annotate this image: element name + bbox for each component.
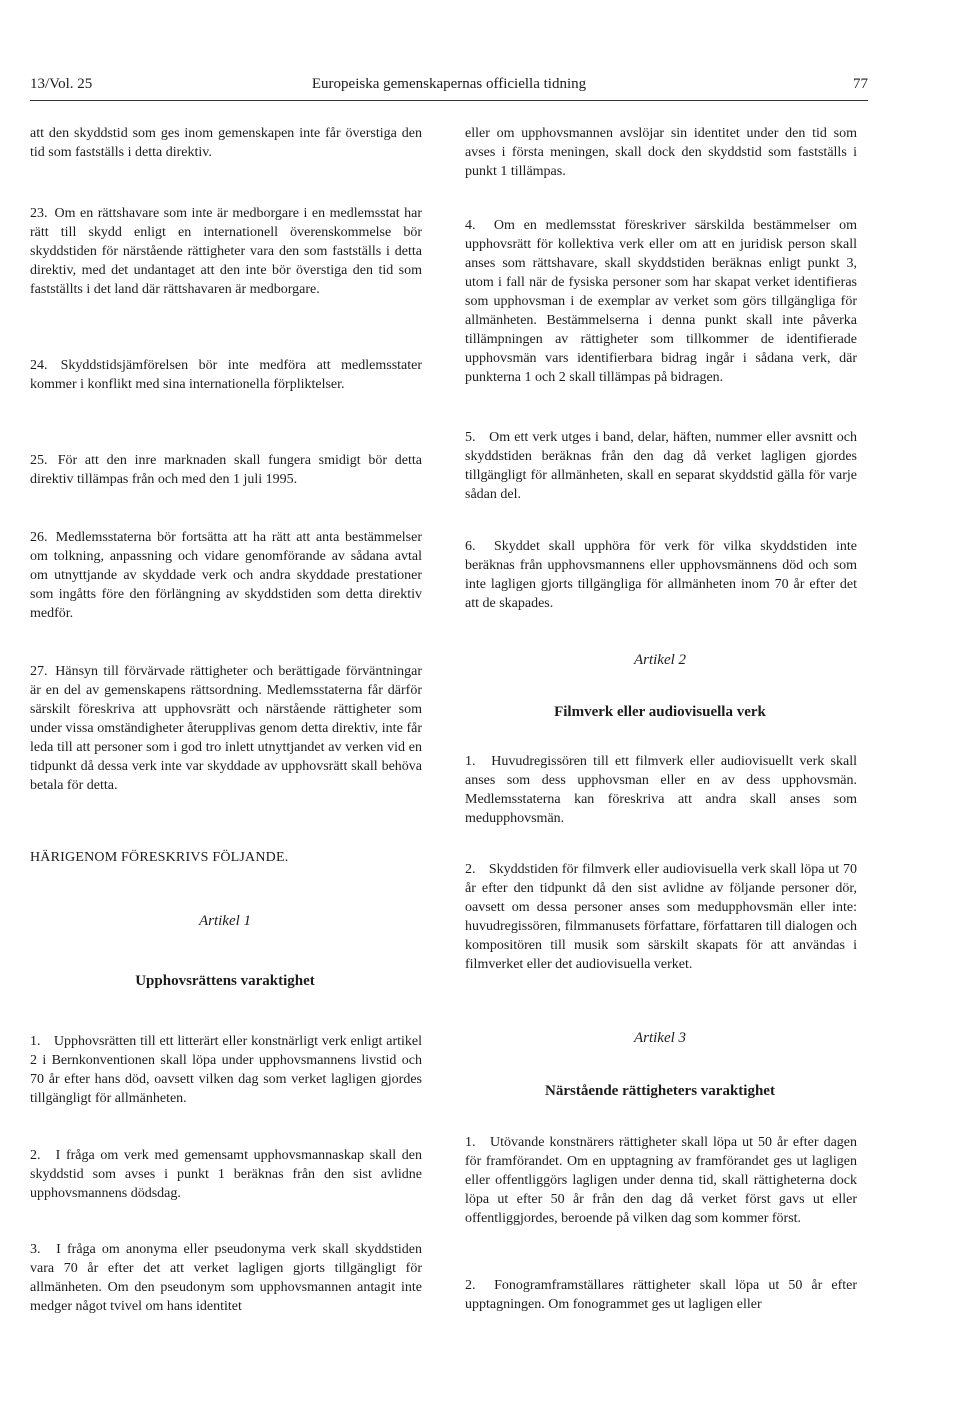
recital-text: För att den inre marknaden skall fungera smidigt bör detta direktiv tillämpas från och med den 1 juli 1995. bbox=[30, 453, 422, 487]
article-1-paragraph-3-continuation: eller om upphovsmannen avslöjar sin identitet under den tid som avses i första meningen, skall dock den skyddstid som fastställs i punkt 1 tillämpas. bbox=[465, 126, 857, 179]
paragraph-text: Utövande konstnärers rättigheter skall löpa ut 50 år efter dagen för framförandet. Om en upptagning av framförandet ges ut lagligen eller offentliggörs lagligen under denna tid, skall rättigheterna dock löpa ut efter 50 år från den dag då verket först gavs ut eller offentliggjordes, beroende på vilken dag som kommer först. bbox=[465, 1135, 857, 1226]
recital-continuation: att den skyddstid som ges inom gemenskapen inte får överstiga den tid som fastställs i detta direktiv. bbox=[30, 126, 422, 160]
paragraph-text: Upphovsrätten till ett litterärt eller konstnärligt verk enligt artikel 2 i Bernkonventionen skall löpa under upphovsmannens livstid och 70 år efter hans död, oavsett vilken dag som verket lagligen gjordes tillgängligt för allmänheten. bbox=[30, 1034, 423, 1106]
recital-number: 23. bbox=[30, 206, 48, 221]
recital-number: 27. bbox=[30, 664, 48, 679]
paragraph-number: 1. bbox=[465, 1135, 476, 1150]
recital-text: Medlemsstaterna bör fortsätta att ha rätt att anta bestämmelser om tolkning, anpassning och vidare genomförande av sådana avtal om utnyttjande av skyddade verk och andra skyddade prestationer som ingåtts före den förlängning av skyddstiden som detta direktiv medför. bbox=[30, 530, 423, 621]
recital-23 bbox=[30, 204, 422, 299]
recital-text: Hänsyn till förvärvade rättigheter och berättigade förväntningar är en del av gemenskapens rättsordning. Medlemsstaterna får därför särskilt föreskriva att upphovsrätt och närstående rättigheter som under vissa omständigheter återupplivas genom detta direktiv, inte får leda till att personer som i god tro inlett utnyttjandet av verken vid en tidpunkt då dessa verk inte var skyddade av upphovsrätt skall behöva betala för detta. bbox=[30, 664, 423, 793]
paragraph-number: 3. bbox=[30, 1242, 41, 1257]
article-1-subtitle: Upphovsrättens varaktighet bbox=[135, 973, 315, 989]
paragraph-number: 2. bbox=[465, 862, 476, 877]
article-3-subtitle: Närstående rättigheters varaktighet bbox=[545, 1083, 775, 1099]
recital-number: 24. bbox=[30, 358, 48, 373]
paragraph-text: Om en medlemsstat föreskriver särskilda bestämmelser om upphovsrätt för kollektiva verk eller om att en juridisk person skall anses som rättshavare, skall skyddstiden beräknas enligt punkt 3, utom i fall när de fysiska personer som har skapat verket identifieras som upphovsman i de exemplar av verket som görs tillgängliga för allmänheten. Bestämmelserna i denna punkt skall inte påverka tillämpningen av rättigheter som tillkommer de identifierade upphovsmän vars identifierbara bidrag ingår i sådana verk, där punkterna 1 och 2 skall tillämpas på bidragen. bbox=[465, 218, 857, 385]
paragraph-number: 2. bbox=[465, 1278, 476, 1293]
paragraph-number: 4. bbox=[465, 218, 476, 233]
article-3-title: Artikel 3 bbox=[633, 1030, 687, 1046]
paragraph-text: Om ett verk utges i band, delar, häften, nummer eller avsnitt och skyddstiden beräknas från den dag då verket lagligen gjordes tillgängligt för allmänheten, skall en separat skyddstid gälla för varje sådan del. bbox=[465, 430, 857, 502]
article-2-subtitle: Filmverk eller audiovisuella verk bbox=[554, 704, 766, 720]
recital-number: 26. bbox=[30, 530, 48, 545]
article-1-title: Artikel 1 bbox=[198, 913, 252, 929]
paragraph-text: Huvudregissören till ett filmverk eller audiovisuellt verk skall anses som dess upphovsman eller en av dess upphovsmän. Medlemsstaterna kan föreskriva att andra skall anses som medupphovsmän. bbox=[465, 754, 858, 826]
article-3-paragraph-1 bbox=[465, 1133, 857, 1228]
article-1-paragraph-5 bbox=[465, 428, 857, 504]
paragraph-number: 6. bbox=[465, 539, 476, 554]
article-1-paragraph-6 bbox=[465, 537, 857, 613]
article-1-paragraph-4 bbox=[465, 216, 857, 387]
recital-25 bbox=[30, 451, 422, 489]
journal-title: Europeiska gemenskapernas officiella tidning bbox=[311, 76, 587, 92]
paragraph-text: Fonogramframställares rättigheter skall löpa ut 50 år efter upptagningen. Om fonogrammet ges ut lagligen eller bbox=[465, 1278, 858, 1312]
enactment-formula: HÄRIGENOM FÖRESKRIVS FÖLJANDE. bbox=[30, 850, 289, 865]
paragraph-text: I fråga om anonyma eller pseudonyma verk skall skyddstiden vara 70 år efter det att verket lagligen gjorts tillgängligt för allmänheten. Om den pseudonym som upphovsmannen antagit inte medger något tvivel om hans identitet bbox=[30, 1242, 422, 1314]
article-1-paragraph-1 bbox=[30, 1032, 422, 1108]
article-2-paragraph-1 bbox=[465, 752, 857, 828]
recital-24 bbox=[30, 356, 422, 394]
recital-26 bbox=[30, 528, 422, 623]
paragraph-text: Skyddet skall upphöra för verk för vilka skyddstiden inte beräknas från upphovsmannens eller upphovsmännens död och som inte lagligen gjorts tillgängliga för allmänheten inom 70 år efter det att de skapades. bbox=[465, 539, 858, 611]
article-1-paragraph-3 bbox=[30, 1240, 422, 1316]
page-header bbox=[30, 70, 868, 101]
paragraph-number: 2. bbox=[30, 1148, 41, 1163]
article-3-paragraph-2 bbox=[465, 1276, 857, 1314]
article-2-title: Artikel 2 bbox=[633, 652, 687, 668]
paragraph-number: 5. bbox=[465, 430, 476, 445]
article-1-paragraph-2 bbox=[30, 1146, 422, 1203]
paragraph-text: Skyddstiden för filmverk eller audiovisuella verk skall löpa ut 70 år efter den tidpunkt då den sist avlidne av följande personer dör, oavsett om dessa personer anses som medupphovsmän eller inte: huvudregissören, filmmanusets författare, författaren till dialogen och kompositören till musik som särskilt skapats för att användas i filmverket eller det audiovisuella verket. bbox=[465, 862, 857, 972]
paragraph-text: I fråga om verk med gemensamt upphovsmannaskap skall den skyddstid som avses i punkt 1 beräknas från den sist avlidne upphovsmannens dödsdag. bbox=[30, 1148, 423, 1201]
recital-number: 25. bbox=[30, 453, 48, 468]
volume-reference: 13/Vol. 25 bbox=[30, 76, 93, 92]
page-number: 77 bbox=[853, 76, 868, 92]
article-2-paragraph-2 bbox=[465, 860, 857, 974]
recital-text: Om en rättshavare som inte är medborgare i en medlemsstat har rätt till skydd enligt en internationell överenskommelse bör skyddstiden för närstående rättigheter vara den som fastställs i detta direktiv, med det undantaget att den inte bör överstiga den tid som fastställts i det land där rättshavaren är medborgare. bbox=[30, 206, 422, 297]
recital-27 bbox=[30, 662, 422, 795]
paragraph-number: 1. bbox=[30, 1034, 41, 1049]
recital-text: Skyddstidsjämförelsen bör inte medföra att medlemsstater kommer i konflikt med sina internationella förpliktelser. bbox=[30, 358, 423, 392]
paragraph-number: 1. bbox=[465, 754, 476, 769]
